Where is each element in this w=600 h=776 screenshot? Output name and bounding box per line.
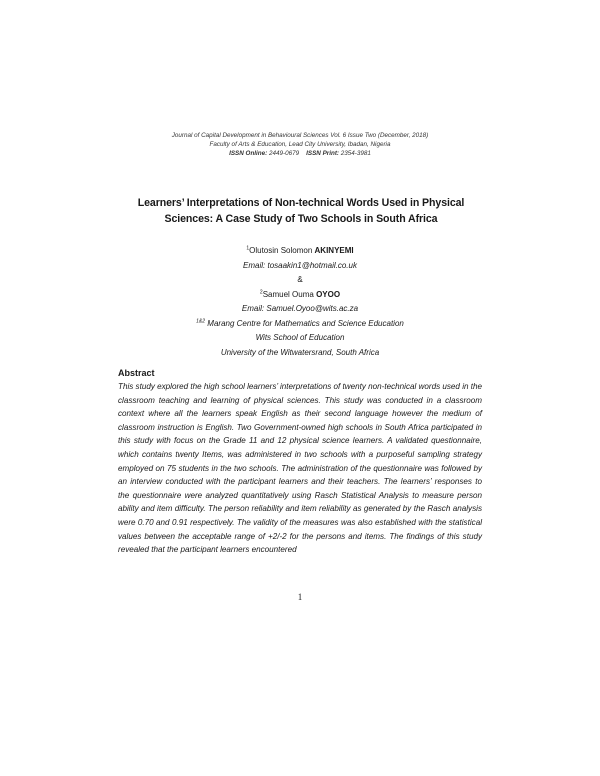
author-2-surname: OYOO [316, 289, 341, 299]
author-1-email: Email: tosaakin1@hotmail.co.uk [243, 260, 357, 270]
journal-issn [0, 149, 600, 158]
author-1-given: Olutosin Solomon [249, 246, 313, 255]
journal-faculty: Faculty of Arts & Education, Lead City University, Ibadan, Nigeria [209, 141, 391, 148]
affiliation-line-3: University of the Witwatersrand, South Africa [220, 347, 380, 357]
author-2 [0, 288, 600, 303]
abstract-heading: Abstract [118, 368, 155, 378]
author-2-given: Samuel Ouma [262, 289, 314, 299]
issn-print-value: 2354-3981 [340, 150, 371, 157]
author-1-surname: AKINYEMI [314, 246, 354, 255]
paper-title: Learners’ Interpretations of Non-technical Words Used in Physical Sciences: A Case Study of Two Schools in South Africa [137, 197, 465, 225]
abstract-body: This study explored the high school learners’ interpretations of twenty non-technical words used in the classroom teaching and learning of physical sciences. This study was conducted in a classroom context where all the learners speak English as their second language however the medium of classroom instruction is English. Two Government-owned high schools in South Africa participated in this study with focus on the Grade 11 and 12 physical science learners. A validated questionnaire, which contains twenty Items, was administered in two schools with a purposeful sampling strategy employed on 75 students in the two schools. The administration of the questionnaire was followed by an interview conducted with the participant learners and their teachers. The learners’ responses to the questionnaire were analyzed quantitatively using Rasch Statistical Analysis to measure person ability and item difficulty. The person reliability and item reliability as generated by the Rasch analysis were 0.70 and 0.91 respectively. The validity of the measures was also established with the statistical values between the acceptable range of +2/-2 for the persons and items. The findings of this study revealed that the participant learners encountered [118, 382, 482, 555]
issn-online-label: ISSN Online: [229, 150, 268, 157]
author-block [0, 244, 600, 360]
author-2-sup: 2 [259, 288, 263, 295]
page-number: 1 [297, 592, 303, 602]
affiliation-centre: Marang Centre for Mathematics and Science Education [207, 318, 404, 328]
author-2-email: Email: Samuel.Oyoo@wits.ac.za [241, 304, 359, 313]
author-ampersand: & [297, 275, 303, 284]
affiliation-line-2: Wits School of Education [255, 333, 345, 342]
issn-print-label: ISSN Print: [306, 150, 340, 157]
author-1 [0, 244, 600, 259]
author-1-sup: 1 [246, 245, 250, 252]
journal-citation: Journal of Capital Development in Behavioural Sciences Vol. 6 Issue Two (December, 2018) [171, 132, 429, 139]
journal-header [0, 131, 600, 158]
issn-online-value: 2449-0679 [269, 150, 300, 157]
affiliation-sup: 1&2 [196, 317, 206, 324]
affiliation-line-1 [0, 317, 600, 332]
